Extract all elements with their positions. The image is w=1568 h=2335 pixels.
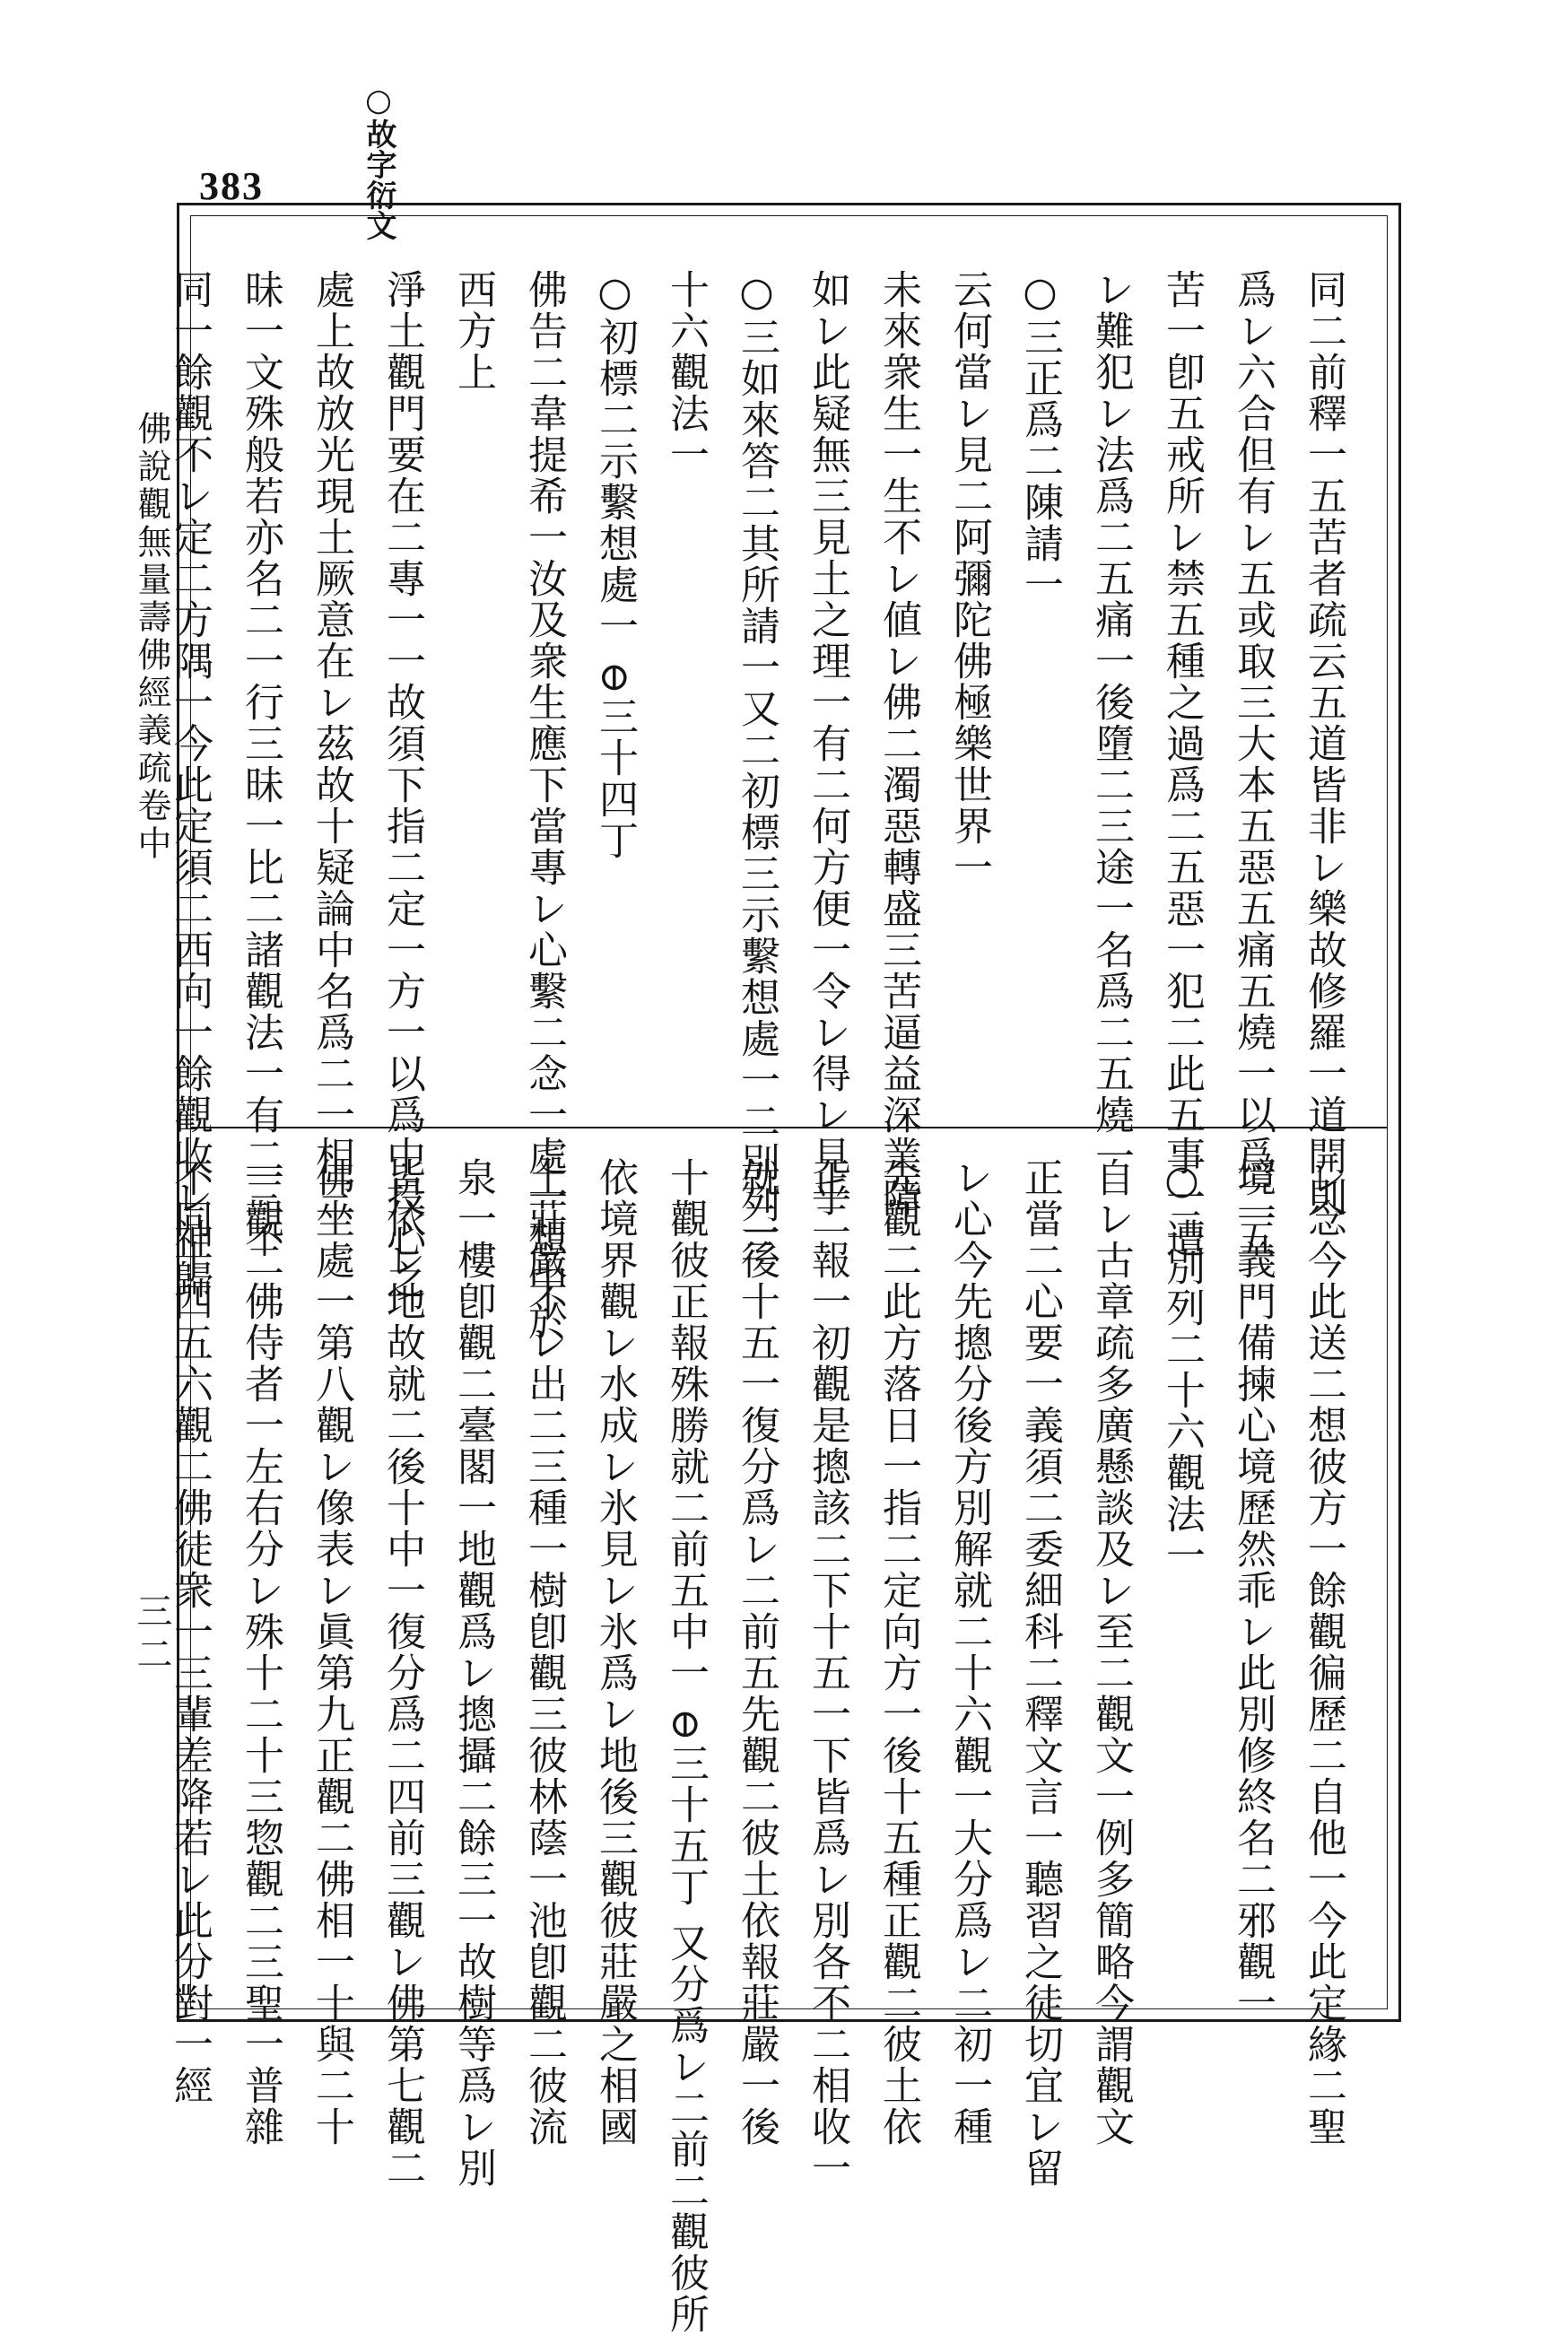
text-column: 佛坐處一第八觀レ像表レ眞第九正觀二佛相一十與二十 bbox=[309, 1157, 354, 2148]
text-column: 如レ此疑無三見土之理一有二何方便一令レ得レ見乎 bbox=[805, 269, 850, 1218]
page-number: 383 bbox=[199, 164, 264, 208]
text-column: 正當二心要一義須二委細科二釋文言一聽習之徒切宜レ留 bbox=[1017, 1157, 1063, 2189]
text-column: 正二報一初觀是摠該二下十五一下皆爲レ別各不二相收一 bbox=[805, 1157, 850, 2189]
register-divider bbox=[190, 1127, 1388, 1128]
text-column: 土莊嚴不レ出二三種一樹卽觀三彼林蔭一池卽觀二彼流 bbox=[521, 1157, 567, 2148]
text-column: 未來衆生一生不レ値レ佛二濁惡轉盛三苦逼益深業障 bbox=[875, 269, 921, 1218]
running-header: 佛說觀無量壽佛經義疏卷中 bbox=[132, 411, 171, 863]
text-column: 皆依レ地故就二後十中一復分爲二四前三觀レ佛第七觀二 bbox=[379, 1157, 425, 2189]
text-column: レ心今先摠分後方別解就二十六觀一大分爲レ二初一種 bbox=[946, 1157, 992, 2148]
text-column: 依境界觀レ水成レ氷見レ氷爲レ地後三觀彼莊嚴之相國 bbox=[592, 1157, 638, 2148]
text-column: 佛告二韋提希一汝及衆生應下當專レ心繫二念一處一想中於 bbox=[521, 269, 567, 1342]
text-column: 昧一文殊般若亦名二一行三昧一比二諸觀法一有二三不 bbox=[238, 269, 283, 1259]
text-column: ○三正爲二陳請一 bbox=[1017, 269, 1063, 606]
text-column: 同一餘觀不レ定二方隅一今此定須二西向一餘觀收レ神歸 bbox=[167, 269, 213, 1301]
text-column: 西方上 bbox=[450, 269, 496, 393]
folio-number: 三二 bbox=[131, 1592, 172, 1678]
text-column: 自レ古章疏多廣懸談及レ至二觀文一例多簡略今謂觀文 bbox=[1088, 1157, 1134, 2148]
text-column: 不同十四五六觀二佛徒衆一三輩差降若レ此分對一經 bbox=[167, 1157, 213, 2106]
text-column: レ難犯レ法爲二五痛一後墮二三途一名爲二五燒一 bbox=[1088, 269, 1134, 1177]
text-column: 爲レ六合但有レ五或取三大本五惡五痛五燒一以爲二五 bbox=[1230, 269, 1276, 1259]
text-column: 先觀二此方落日一指二定向方一後十五種正觀二彼土依 bbox=[875, 1157, 921, 2148]
text-column: 境一義門備揀心境歷然乖レ此別修終名二邪觀一 bbox=[1230, 1157, 1276, 2024]
text-column: ○初標二示繫想處一 ⊖三十四丁 bbox=[592, 269, 638, 861]
text-column: 一觀二佛侍者一左右分レ殊十二十三惣觀二三聖一普雜 bbox=[238, 1157, 283, 2148]
text-column: 十六觀法一 bbox=[663, 269, 709, 475]
text-column: 同二前釋一五苦者疏云五道皆非レ樂故修羅一道開則 bbox=[1301, 269, 1346, 1218]
text-column: 泉一樓卽觀二臺閣一地觀爲レ摠攝二餘三一故樹等爲レ別 bbox=[450, 1157, 496, 2189]
lower-register bbox=[167, 1157, 1359, 2335]
text-column: 云何當レ見二阿彌陀佛極樂世界一 bbox=[946, 269, 992, 888]
text-column: 就二後十五一復分爲レ二前五先觀二彼土依報莊嚴一後 bbox=[734, 1157, 780, 2148]
text-column: ○三如來答二其所請一又二初標三示繫想處一二別列三 bbox=[734, 269, 780, 1266]
marginal-note: ○故字衍文 bbox=[361, 83, 396, 240]
text-column: レ念今此送二想彼方一餘觀徧歷二自他一今此定緣二聖 bbox=[1301, 1157, 1346, 2148]
text-column: 淨土觀門要在二專一一故須下指二定一方一以爲中投心之 bbox=[379, 269, 425, 1301]
text-column: ○二別列二十六觀法一 bbox=[1159, 1157, 1205, 1576]
text-column: 處上故放光現土厥意在レ茲故十疑論中名爲二一相三 bbox=[309, 269, 354, 1218]
upper-register bbox=[167, 269, 1359, 1342]
text-column: 苦一卽五戒所レ禁五種之過爲二五惡一犯二此五事一遭 bbox=[1159, 269, 1205, 1259]
text-column: 十觀彼正報殊勝就二前五中一 ⊖三十五丁 又分爲レ二前二觀彼所 bbox=[663, 1157, 709, 2335]
